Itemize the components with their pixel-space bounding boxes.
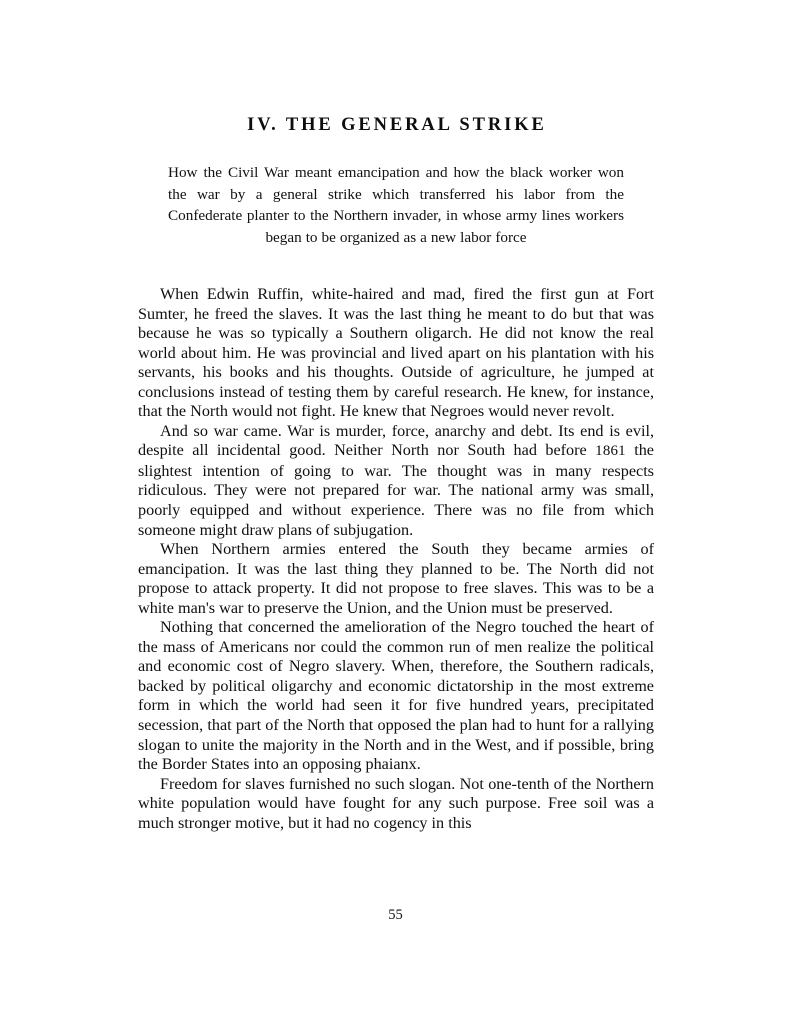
chapter-epigraph: How the Civil War meant emancipation and how the black worker won the war by a general strike which transferred his labor from the Confederate planter to the Northern invader, in whose army lines workers began to be organized as a new labor force — [168, 164, 624, 246]
chapter-title: IV. THE GENERAL STRIKE — [247, 115, 547, 136]
body-text-block — [138, 285, 654, 833]
body-paragraph: Freedom for slaves furnished no such slogan. Not one-tenth of the Northern white population would have fought for any such purpose. Free soil was a much stronger motive, but it had no cogency in this — [138, 774, 654, 832]
body-paragraph: And so war came. War is murder, force, anarchy and debt. Its end is evil, despite all incidental good. Neither North nor South had before 1861 the slightest intention of going to war. The thought was in many respects ridiculous. They were not prepared for war. The national army was small, poorly equipped and without experience. There was no file from which someone might draw plans of subjugation. — [138, 421, 654, 539]
body-paragraph: When Northern armies entered the South they became armies of emancipation. It was the last thing they planned to be. The North did not propose to attack property. It did not propose to free slaves. This was to be a white man's war to preserve the Union, and the Union must be preserved. — [138, 540, 654, 617]
body-paragraph: When Edwin Ruffin, white-haired and mad, fired the first gun at Fort Sumter, he freed the slaves. It was the last thing he meant to do but that was because he was so typically a Southern oligarch. He did not know the real world about him. He was provincial and lived apart on his plantation with his servants, his books and his thoughts. Outside of agriculture, he jumped at conclusions instead of testing them by careful research. He knew, for instance, that the North would not fight. He knew that Negroes would never revolt. — [138, 285, 654, 421]
page-number: 55 — [388, 907, 403, 923]
body-paragraph: Nothing that concerned the amelioration of the Negro touched the heart of the mass of Americans nor could the common run of men realize the political and economic cost of Negro slavery. When, therefore, the Southern radicals, backed by political oligarchy and economic dictatorship in the most extreme form in which the world had seen it for five hundred years, precipitated secession, that part of the North that opposed the plan had to hunt for a rallying slogan to unite the majority in the North and in the West, and if possible, bring the Border States into an opposing phaianx. — [138, 618, 654, 774]
